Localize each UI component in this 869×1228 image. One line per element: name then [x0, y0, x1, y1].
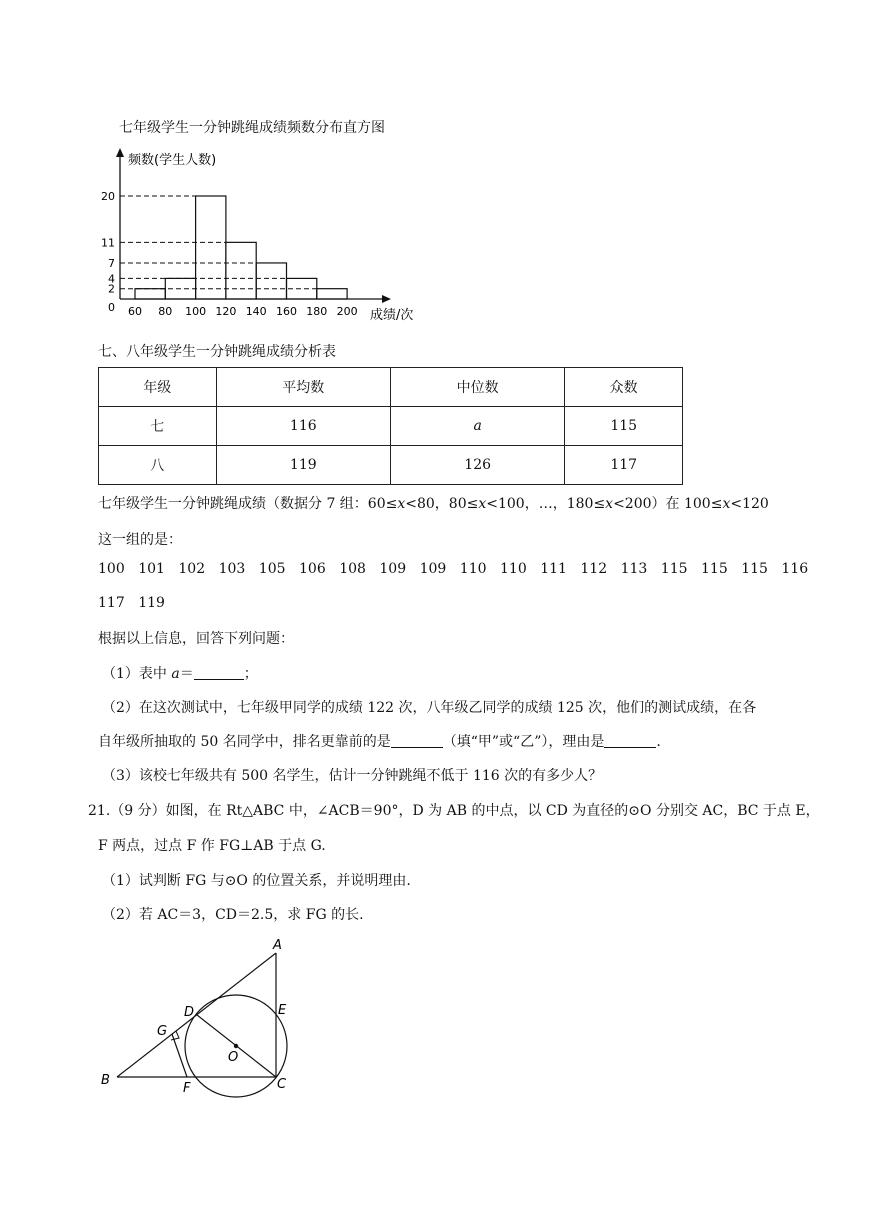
header-cell: 众数	[565, 368, 683, 407]
answer-blank[interactable]	[604, 733, 656, 748]
label-C: C	[277, 1077, 287, 1092]
data-value: 100	[98, 561, 125, 577]
table-caption: 七、八年级学生一分钟跳绳成绩分析表	[98, 344, 336, 360]
data-value: 119	[138, 595, 165, 611]
data-value: 101	[138, 561, 165, 577]
table-cell: a	[390, 407, 564, 446]
histogram-title: 七年级学生一分钟跳绳成绩频数分布直方图	[119, 120, 385, 136]
problem-21-line1: 21.（9 分）如图，在 Rt△ABC 中，∠ACB＝90°，D 为 AB 的中点，以 CD 为直径的⊙O 分别交 AC，BC 于点 E，	[88, 803, 820, 819]
y-tick-label: 0	[108, 301, 115, 314]
table-cell: 七	[99, 407, 217, 446]
grouping-sentence-cont: 这一组的是：	[98, 532, 182, 548]
data-value: 110	[459, 561, 487, 577]
x-axis-label: 成绩/次	[370, 308, 414, 323]
table-cell: 八	[99, 446, 217, 485]
label-O: O	[228, 1050, 239, 1065]
data-value: 102	[178, 561, 206, 577]
x-tick-label: 200	[336, 305, 358, 318]
question-3: （3）该校七年级共有 500 名学生，估计一分钟跳绳不低于 116 次的有多少人？	[102, 768, 603, 784]
data-value: 112	[580, 561, 608, 577]
data-value: 115	[741, 561, 768, 577]
y-tick-label: 2	[108, 282, 115, 296]
histogram-bar	[196, 196, 226, 299]
y-tick-label: 4	[108, 272, 115, 286]
analysis-table	[98, 367, 683, 485]
x-tick-label: 160	[276, 305, 297, 318]
label-G: G	[157, 1024, 168, 1039]
y-tick-label: 11	[101, 236, 115, 250]
histogram-bar	[226, 242, 256, 299]
problem-21-line2: F 两点，过点 F 作 FG⊥AB 于点 G.	[98, 838, 326, 854]
data-value: 115	[660, 561, 688, 577]
table-cell: 115	[565, 407, 683, 446]
histogram-chart	[95, 142, 435, 327]
label-E: E	[278, 1003, 287, 1018]
x-axis-arrow	[382, 295, 391, 303]
table-cell: 116	[216, 407, 390, 446]
data-value: 109	[419, 561, 447, 577]
table-cell: 119	[216, 446, 390, 485]
data-value: 111	[540, 561, 567, 577]
grouping-sentence: 七年级学生一分钟跳绳成绩（数据分 7 组：60≤x<80，80≤x<100，…，180≤x<200）在 100≤x<120	[98, 496, 769, 512]
label-A: A	[273, 938, 282, 953]
y-axis-arrow	[116, 148, 124, 157]
data-value: 103	[218, 561, 246, 577]
data-values-row	[98, 595, 298, 613]
x-tick-label: 60	[128, 305, 142, 318]
question-2-line2: 自年级所抽取的 50 名同学中，排名更靠前的是 （填“甲”或“乙”），理由是 .	[98, 734, 661, 750]
problem-21-q1: （1）试判断 FG 与⊙O 的位置关系，并说明理由.	[102, 873, 411, 889]
y-tick-label: 20	[101, 190, 115, 203]
table-cell: 126	[390, 446, 564, 485]
intro-text: 根据以上信息，回答下列问题：	[98, 631, 294, 647]
data-value: 115	[701, 561, 728, 577]
center-point-O	[234, 1044, 238, 1048]
question-1: （1）表中 a＝ ；	[102, 666, 258, 682]
x-tick-label: 80	[158, 305, 173, 318]
table-row	[99, 446, 683, 485]
answer-blank[interactable]	[391, 733, 443, 748]
label-F: F	[183, 1081, 191, 1096]
x-tick-label: 140	[245, 305, 267, 318]
answer-blank[interactable]	[194, 665, 244, 680]
x-tick-label: 100	[185, 305, 207, 318]
table-cell: 117	[565, 446, 683, 485]
geometry-figure	[95, 930, 305, 1100]
data-value: 113	[620, 561, 648, 577]
header-cell: 年级	[99, 368, 217, 407]
label-B: B	[101, 1073, 110, 1088]
question-2-line1: （2）在这次测试中，七年级甲同学的成绩 122 次，八年级乙同学的成绩 125 次，他们的测试成绩，在各	[102, 700, 757, 716]
histogram-bar	[317, 289, 347, 299]
data-value: 106	[299, 561, 326, 577]
y-tick-label: 7	[108, 256, 115, 270]
label-D: D	[184, 1005, 195, 1020]
table-row	[99, 407, 683, 446]
data-values-row	[98, 561, 809, 579]
histogram-bar	[135, 289, 165, 299]
x-tick-label: 120	[215, 305, 237, 318]
header-cell: 平均数	[216, 368, 390, 407]
data-value: 109	[379, 561, 407, 577]
header-cell: 中位数	[390, 368, 564, 407]
data-value: 105	[258, 561, 286, 577]
table-header-row	[99, 368, 683, 407]
data-value: 110	[500, 561, 527, 577]
histogram-bar	[256, 263, 286, 299]
data-value: 108	[339, 561, 366, 577]
y-axis-label: 频数(学生人数)	[128, 153, 217, 168]
problem-21-q2: （2）若 AC＝3，CD＝2.5，求 FG 的长.	[102, 907, 364, 923]
data-value: 116	[781, 561, 809, 577]
x-tick-label: 180	[306, 305, 328, 318]
data-value: 117	[98, 595, 125, 611]
